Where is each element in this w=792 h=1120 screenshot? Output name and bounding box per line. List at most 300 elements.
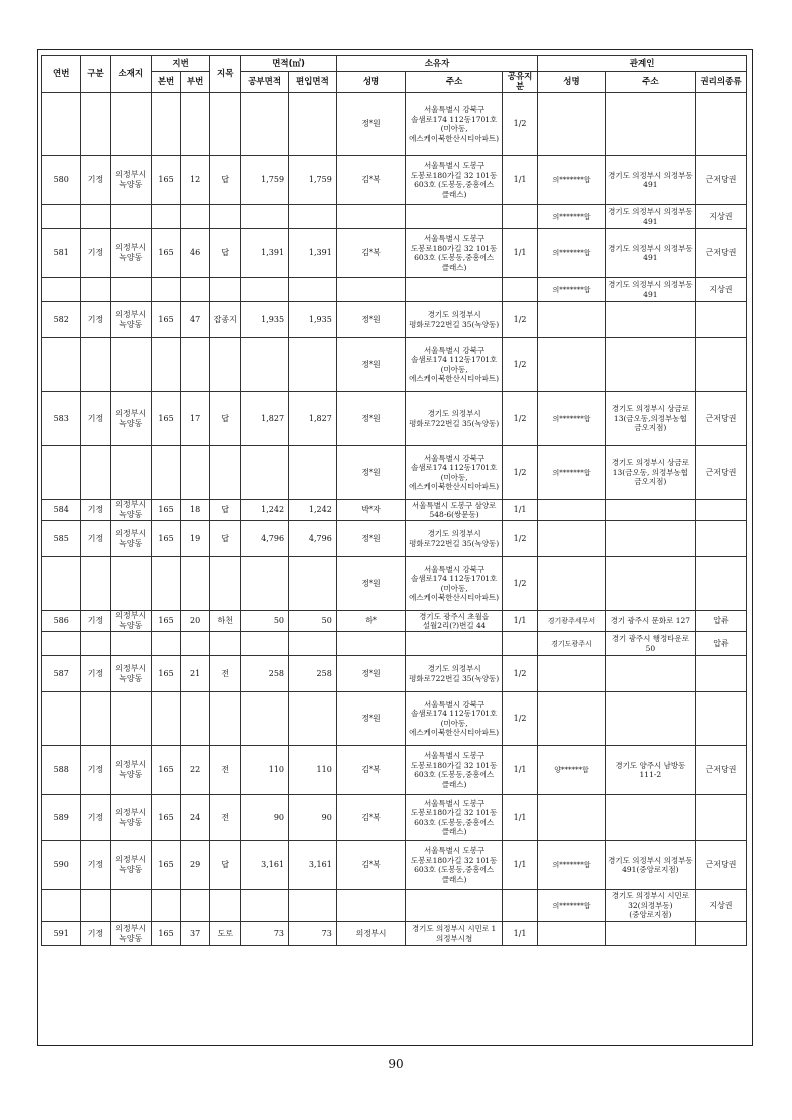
cell-share <box>502 890 537 922</box>
cell-rel-address: 경기 광주시 행정타운로 50 <box>605 632 695 656</box>
cell-sub-no: 18 <box>181 500 210 521</box>
cell-official-area: 1,759 <box>241 156 289 205</box>
cell-right-type <box>696 795 747 841</box>
cell-seq: 590 <box>42 841 81 890</box>
cell-sub-no: 12 <box>181 156 210 205</box>
cell-official-area: 4,796 <box>241 521 289 557</box>
table-row <box>42 278 747 302</box>
cell-owner-address: 경기도 의정부시 시민로 1 의정부시청 <box>406 922 503 946</box>
cell-share: 1/2 <box>502 392 537 446</box>
table-row <box>42 746 747 795</box>
cell-rel-name <box>538 692 605 746</box>
header-right-type: 권리의종류 <box>696 72 747 93</box>
cell-seq <box>42 205 81 229</box>
cell-rel-name <box>538 521 605 557</box>
cell-location: 의정부시 녹양동 <box>110 392 152 446</box>
cell-owner-name: 김*복 <box>336 156 406 205</box>
cell-category: 기정 <box>81 302 110 338</box>
cell-owner-address: 경기도 의정부시 평화로722번길 35(녹양동) <box>406 521 503 557</box>
cell-rel-name <box>538 795 605 841</box>
cell-owner-address: 서울특별시 도봉구 도봉로180가길 32 101동 603호 (도봉동,중흥에스 클래스) <box>406 795 503 841</box>
cell-official-area: 50 <box>241 611 289 632</box>
cell-main-no <box>152 338 181 392</box>
header-rel-address: 주소 <box>605 72 695 93</box>
cell-owner-address: 경기도 의정부시 평화로722번길 35(녹양동) <box>406 656 503 692</box>
cell-incorporated-area: 110 <box>289 746 337 795</box>
cell-main-no: 165 <box>152 500 181 521</box>
cell-owner-address: 서울특별시 강북구 솔샘로174 112동1701호(미아동, 에스케이북한산시티아파트) <box>406 692 503 746</box>
cell-rel-address: 경기도 의정부시 의정부동 491 <box>605 278 695 302</box>
cell-rel-name: 의*******합 <box>538 229 605 278</box>
cell-incorporated-area: 1,827 <box>289 392 337 446</box>
cell-owner-name: 김*복 <box>336 746 406 795</box>
cell-right-type: 지상권 <box>696 890 747 922</box>
cell-owner-address: 서울특별시 강북구 솔샘로174 112동1701호(미아동, 에스케이북한산시티아파트) <box>406 338 503 392</box>
cell-share <box>502 632 537 656</box>
page-number: 90 <box>388 1057 404 1071</box>
cell-rel-address: 경기도 의정부시 의정부동 491 <box>605 205 695 229</box>
header-stakeholder: 관계인 <box>538 56 747 72</box>
cell-rel-address <box>605 521 695 557</box>
cell-owner-name: 정*원 <box>336 302 406 338</box>
table-row <box>42 890 747 922</box>
cell-main-no: 165 <box>152 656 181 692</box>
cell-land-type: 도로 <box>210 922 241 946</box>
cell-category: 기정 <box>81 500 110 521</box>
cell-rel-name: 양******합 <box>538 746 605 795</box>
cell-owner-name: 정*원 <box>336 392 406 446</box>
cell-share: 1/2 <box>502 557 537 611</box>
cell-owner-address: 경기도 의정부시 평화로722번길 35(녹양동) <box>406 302 503 338</box>
cell-sub-no <box>181 446 210 500</box>
cell-share: 1/2 <box>502 692 537 746</box>
cell-main-no: 165 <box>152 841 181 890</box>
header-land-type: 지목 <box>210 56 241 93</box>
cell-seq: 581 <box>42 229 81 278</box>
cell-right-type: 압류 <box>696 632 747 656</box>
cell-seq <box>42 278 81 302</box>
cell-land-type <box>210 632 241 656</box>
table-row <box>42 795 747 841</box>
cell-seq: 586 <box>42 611 81 632</box>
cell-location: 의정부시 녹양동 <box>110 302 152 338</box>
cell-seq: 580 <box>42 156 81 205</box>
cell-official-area: 1,935 <box>241 302 289 338</box>
cell-official-area <box>241 692 289 746</box>
cell-owner-address <box>406 632 503 656</box>
cell-owner-address: 서울특별시 강북구 솔샘로174 112동1701호(미아동, 에스케이북한산시티아파트) <box>406 93 503 156</box>
cell-category <box>81 446 110 500</box>
cell-rel-address <box>605 795 695 841</box>
cell-right-type <box>696 302 747 338</box>
cell-main-no: 165 <box>152 302 181 338</box>
cell-category <box>81 692 110 746</box>
header-sub-no: 부번 <box>181 72 210 93</box>
cell-incorporated-area: 1,759 <box>289 156 337 205</box>
cell-land-type <box>210 890 241 922</box>
cell-sub-no <box>181 93 210 156</box>
cell-rel-address: 경기도 의정부시 상금로 13(금오동,의정부농협 금오지점) <box>605 392 695 446</box>
header-official-area: 공부면적 <box>241 72 289 93</box>
cell-owner-name: 정*원 <box>336 446 406 500</box>
cell-owner-address: 서울특별시 도봉구 도봉로180가길 32 101동 603호 (도봉동,중흥에스 클래스) <box>406 156 503 205</box>
cell-category <box>81 93 110 156</box>
cell-official-area: 73 <box>241 922 289 946</box>
cell-sub-no <box>181 692 210 746</box>
cell-rel-name: 의*******합 <box>538 392 605 446</box>
cell-right-type: 근저당권 <box>696 156 747 205</box>
cell-land-type: 답 <box>210 392 241 446</box>
cell-main-no <box>152 278 181 302</box>
table-row <box>42 841 747 890</box>
cell-right-type: 지상권 <box>696 205 747 229</box>
cell-main-no <box>152 692 181 746</box>
table-row <box>42 656 747 692</box>
cell-sub-no: 24 <box>181 795 210 841</box>
cell-incorporated-area <box>289 278 337 302</box>
cell-owner-name: 정*원 <box>336 521 406 557</box>
cell-main-no: 165 <box>152 611 181 632</box>
cell-location: 의정부시 녹양동 <box>110 656 152 692</box>
cell-incorporated-area <box>289 557 337 611</box>
cell-owner-name: 김*복 <box>336 841 406 890</box>
cell-owner-name <box>336 890 406 922</box>
cell-location: 의정부시 녹양동 <box>110 746 152 795</box>
cell-land-type: 잡종지 <box>210 302 241 338</box>
cell-main-no: 165 <box>152 156 181 205</box>
cell-seq: 589 <box>42 795 81 841</box>
cell-incorporated-area <box>289 338 337 392</box>
cell-location <box>110 557 152 611</box>
page-frame <box>37 49 753 1046</box>
cell-rel-name <box>538 302 605 338</box>
cell-incorporated-area <box>289 632 337 656</box>
cell-rel-name: 경기광주세무서 <box>538 611 605 632</box>
cell-land-type <box>210 278 241 302</box>
cell-category <box>81 890 110 922</box>
cell-share: 1/1 <box>502 611 537 632</box>
cell-main-no: 165 <box>152 521 181 557</box>
cell-seq: 585 <box>42 521 81 557</box>
cell-seq: 582 <box>42 302 81 338</box>
cell-location: 의정부시 녹양동 <box>110 611 152 632</box>
cell-owner-address: 서울특별시 강북구 솔샘로174 112동1701호(미아동, 에스케이북한산시티아파트) <box>406 557 503 611</box>
cell-official-area: 90 <box>241 795 289 841</box>
land-table <box>41 55 747 946</box>
cell-category: 기정 <box>81 156 110 205</box>
cell-rel-name: 의*******합 <box>538 890 605 922</box>
cell-location: 의정부시 녹양동 <box>110 795 152 841</box>
cell-right-type: 근저당권 <box>696 229 747 278</box>
cell-land-type: 전 <box>210 746 241 795</box>
cell-sub-no: 19 <box>181 521 210 557</box>
cell-main-no: 165 <box>152 229 181 278</box>
header-owner-name: 성명 <box>336 72 406 93</box>
cell-category: 기정 <box>81 521 110 557</box>
cell-share: 1/2 <box>502 338 537 392</box>
cell-right-type <box>696 557 747 611</box>
cell-location <box>110 93 152 156</box>
cell-category: 기정 <box>81 746 110 795</box>
cell-location <box>110 692 152 746</box>
cell-share: 1/1 <box>502 841 537 890</box>
cell-rel-address: 경기도 의정부시 의정부동 491 <box>605 229 695 278</box>
cell-official-area: 3,161 <box>241 841 289 890</box>
cell-seq <box>42 93 81 156</box>
cell-share: 1/2 <box>502 521 537 557</box>
cell-share: 1/1 <box>502 500 537 521</box>
cell-incorporated-area: 1,935 <box>289 302 337 338</box>
cell-rel-address: 경기도 의정부시 시민로 32(의정부동) (중앙로지점) <box>605 890 695 922</box>
cell-owner-address: 서울특별시 도봉구 도봉로180가길 32 101동 603호 (도봉동,중흥에스 클래스) <box>406 841 503 890</box>
cell-rel-address <box>605 338 695 392</box>
cell-official-area <box>241 93 289 156</box>
cell-incorporated-area <box>289 205 337 229</box>
cell-incorporated-area: 50 <box>289 611 337 632</box>
cell-sub-no: 37 <box>181 922 210 946</box>
cell-rel-address <box>605 922 695 946</box>
cell-right-type: 근저당권 <box>696 392 747 446</box>
cell-rel-address: 경기도 의정부시 의정부동 491(중앙로지점) <box>605 841 695 890</box>
cell-incorporated-area <box>289 93 337 156</box>
table-row <box>42 338 747 392</box>
cell-category <box>81 205 110 229</box>
table-row <box>42 302 747 338</box>
table-body <box>42 93 747 946</box>
cell-sub-no <box>181 338 210 392</box>
cell-owner-address: 서울특별시 도봉구 삼양로 548-6(쌍문동) <box>406 500 503 521</box>
cell-owner-name: 정*원 <box>336 656 406 692</box>
cell-incorporated-area <box>289 692 337 746</box>
cell-share: 1/2 <box>502 93 537 156</box>
cell-land-type: 전 <box>210 656 241 692</box>
cell-location <box>110 632 152 656</box>
cell-category: 기정 <box>81 795 110 841</box>
header-lot: 지번 <box>152 56 210 72</box>
cell-sub-no <box>181 557 210 611</box>
cell-rel-name <box>538 656 605 692</box>
cell-location: 의정부시 녹양동 <box>110 156 152 205</box>
cell-location <box>110 205 152 229</box>
cell-share: 1/2 <box>502 446 537 500</box>
table-row <box>42 229 747 278</box>
header-owner: 소유자 <box>336 56 537 72</box>
cell-rel-address <box>605 557 695 611</box>
cell-sub-no <box>181 278 210 302</box>
header-incorporated-area: 편입면적 <box>289 72 337 93</box>
cell-rel-address <box>605 500 695 521</box>
cell-share <box>502 278 537 302</box>
cell-land-type <box>210 557 241 611</box>
cell-location: 의정부시 녹양동 <box>110 841 152 890</box>
cell-owner-name: 김*복 <box>336 795 406 841</box>
cell-category: 기정 <box>81 611 110 632</box>
cell-owner-name: 박*자 <box>336 500 406 521</box>
cell-seq: 583 <box>42 392 81 446</box>
cell-right-type: 근저당권 <box>696 446 747 500</box>
cell-sub-no <box>181 632 210 656</box>
cell-rel-address: 경기도 의정부시 의정부동 491 <box>605 156 695 205</box>
cell-rel-name: 의*******합 <box>538 278 605 302</box>
cell-sub-no: 29 <box>181 841 210 890</box>
cell-owner-name: 의정부시 <box>336 922 406 946</box>
cell-sub-no: 17 <box>181 392 210 446</box>
cell-right-type <box>696 93 747 156</box>
cell-land-type: 답 <box>210 229 241 278</box>
cell-right-type: 근저당권 <box>696 746 747 795</box>
cell-official-area <box>241 890 289 922</box>
cell-seq <box>42 632 81 656</box>
cell-incorporated-area <box>289 890 337 922</box>
cell-category: 기정 <box>81 392 110 446</box>
cell-incorporated-area: 4,796 <box>289 521 337 557</box>
table-row <box>42 392 747 446</box>
cell-seq <box>42 557 81 611</box>
cell-sub-no <box>181 205 210 229</box>
cell-incorporated-area: 73 <box>289 922 337 946</box>
cell-main-no <box>152 446 181 500</box>
cell-category <box>81 338 110 392</box>
cell-incorporated-area: 1,391 <box>289 229 337 278</box>
cell-right-type <box>696 922 747 946</box>
cell-owner-address: 경기도 의정부시 평화로722번길 35(녹양동) <box>406 392 503 446</box>
cell-share: 1/1 <box>502 746 537 795</box>
cell-category: 기정 <box>81 841 110 890</box>
cell-location <box>110 338 152 392</box>
cell-seq <box>42 692 81 746</box>
header-main-no: 본번 <box>152 72 181 93</box>
cell-owner-name: 하* <box>336 611 406 632</box>
cell-official-area <box>241 632 289 656</box>
cell-land-type <box>210 692 241 746</box>
cell-official-area: 1,242 <box>241 500 289 521</box>
cell-rel-name <box>538 557 605 611</box>
cell-official-area: 110 <box>241 746 289 795</box>
cell-rel-name: 의*******합 <box>538 841 605 890</box>
cell-location <box>110 890 152 922</box>
cell-location: 의정부시 녹양동 <box>110 521 152 557</box>
header-area: 면적(㎡) <box>241 56 337 72</box>
cell-land-type: 하천 <box>210 611 241 632</box>
cell-official-area <box>241 338 289 392</box>
cell-share: 1/1 <box>502 922 537 946</box>
cell-main-no: 165 <box>152 922 181 946</box>
cell-rel-name: 의*******합 <box>538 156 605 205</box>
cell-rel-name: 경기도광주시 <box>538 632 605 656</box>
cell-sub-no: 20 <box>181 611 210 632</box>
cell-official-area <box>241 205 289 229</box>
cell-location <box>110 278 152 302</box>
cell-right-type <box>696 656 747 692</box>
header-share: 공유지분 <box>502 72 537 93</box>
cell-seq: 587 <box>42 656 81 692</box>
cell-sub-no: 46 <box>181 229 210 278</box>
cell-owner-name: 김*복 <box>336 229 406 278</box>
cell-right-type: 지상권 <box>696 278 747 302</box>
table-row <box>42 692 747 746</box>
header-seq: 연번 <box>42 56 81 93</box>
cell-seq <box>42 890 81 922</box>
cell-right-type <box>696 521 747 557</box>
cell-official-area <box>241 557 289 611</box>
table-row <box>42 922 747 946</box>
cell-rel-address <box>605 302 695 338</box>
table-row <box>42 156 747 205</box>
cell-seq <box>42 338 81 392</box>
cell-incorporated-area: 1,242 <box>289 500 337 521</box>
cell-share: 1/2 <box>502 302 537 338</box>
cell-owner-address: 서울특별시 도봉구 도봉로180가길 32 101동 603호 (도봉동,중흥에스 클래스) <box>406 229 503 278</box>
cell-land-type: 답 <box>210 841 241 890</box>
cell-share: 1/1 <box>502 229 537 278</box>
cell-main-no <box>152 93 181 156</box>
cell-main-no <box>152 632 181 656</box>
table-row <box>42 446 747 500</box>
cell-right-type: 근저당권 <box>696 841 747 890</box>
cell-category <box>81 278 110 302</box>
header-owner-address: 주소 <box>406 72 503 93</box>
cell-main-no <box>152 890 181 922</box>
cell-official-area: 1,391 <box>241 229 289 278</box>
cell-sub-no: 47 <box>181 302 210 338</box>
cell-official-area <box>241 278 289 302</box>
cell-rel-address: 경기도 양주시 남방동 111-2 <box>605 746 695 795</box>
cell-category: 기정 <box>81 229 110 278</box>
cell-seq: 584 <box>42 500 81 521</box>
cell-incorporated-area: 258 <box>289 656 337 692</box>
cell-main-no <box>152 557 181 611</box>
cell-land-type <box>210 338 241 392</box>
table-header <box>42 56 747 93</box>
cell-rel-name <box>538 500 605 521</box>
cell-rel-address <box>605 656 695 692</box>
cell-land-type: 답 <box>210 521 241 557</box>
cell-sub-no: 22 <box>181 746 210 795</box>
cell-official-area: 258 <box>241 656 289 692</box>
cell-owner-name: 정*원 <box>336 338 406 392</box>
cell-land-type: 답 <box>210 500 241 521</box>
cell-land-type <box>210 446 241 500</box>
cell-rel-name: 의*******합 <box>538 205 605 229</box>
cell-share <box>502 205 537 229</box>
cell-official-area <box>241 446 289 500</box>
cell-incorporated-area: 90 <box>289 795 337 841</box>
cell-main-no: 165 <box>152 392 181 446</box>
cell-share: 1/2 <box>502 656 537 692</box>
cell-owner-address <box>406 205 503 229</box>
cell-sub-no: 21 <box>181 656 210 692</box>
cell-seq: 588 <box>42 746 81 795</box>
cell-owner-name: 정*원 <box>336 692 406 746</box>
cell-right-type <box>696 338 747 392</box>
cell-rel-name: 의*******합 <box>538 446 605 500</box>
cell-owner-name <box>336 632 406 656</box>
cell-right-type <box>696 500 747 521</box>
cell-owner-name: 정*원 <box>336 557 406 611</box>
cell-seq: 591 <box>42 922 81 946</box>
cell-sub-no <box>181 890 210 922</box>
table-row <box>42 205 747 229</box>
cell-location <box>110 446 152 500</box>
cell-land-type <box>210 205 241 229</box>
header-rel-name: 성명 <box>538 72 605 93</box>
table-row <box>42 611 747 632</box>
table-row <box>42 557 747 611</box>
cell-rel-address: 경기도 의정부시 상금로 13(금오동, 의정부농협 금오지점) <box>605 446 695 500</box>
cell-location: 의정부시 녹양동 <box>110 500 152 521</box>
cell-owner-address: 경기도 광주시 초월읍 설월2리(?)번길 44 <box>406 611 503 632</box>
cell-owner-address: 서울특별시 강북구 솔샘로174 112동1701호(미아동, 에스케이북한산시티아파트) <box>406 446 503 500</box>
